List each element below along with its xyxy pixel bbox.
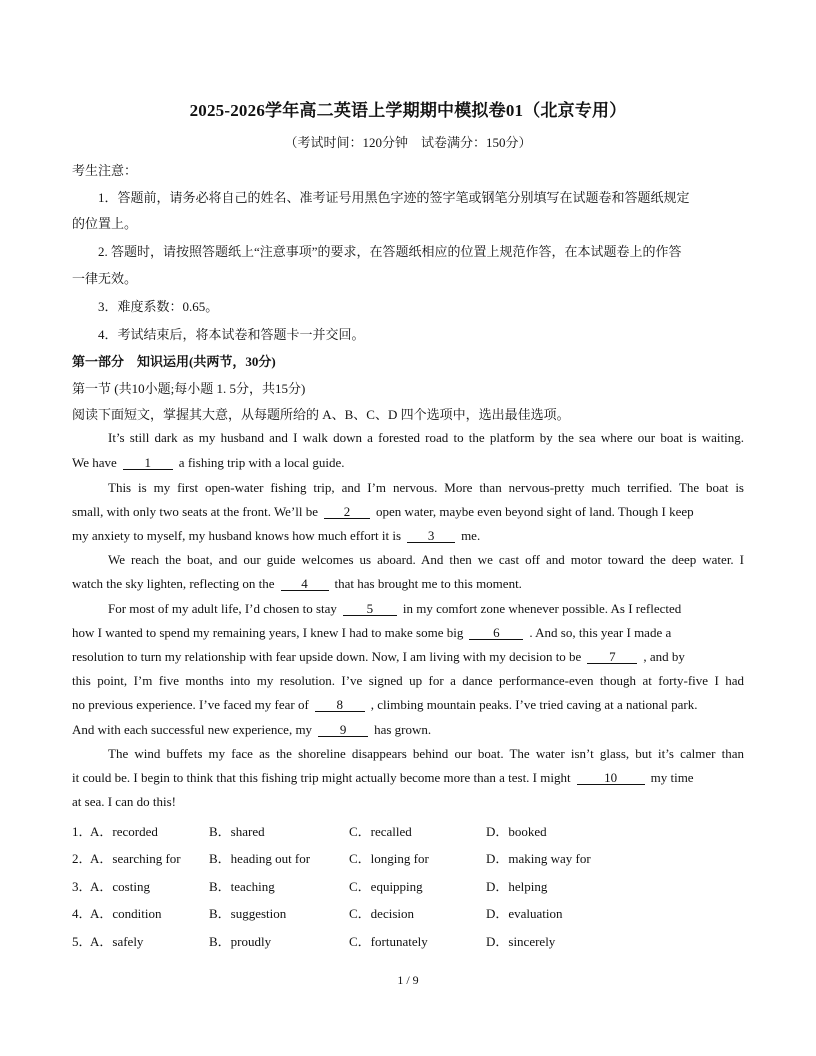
question-number: 3． <box>72 879 92 894</box>
option-c[interactable]: C．longing for <box>349 851 429 866</box>
passage-line <box>72 455 345 471</box>
passage-text: a fishing trip with a local guide. <box>178 455 345 470</box>
passage-text: We reach the boat, and our guide welcomes us aboard. And then we cast off and motor toward the deep water. I <box>108 552 744 567</box>
blank-3: 3 <box>407 529 455 543</box>
passage-text: that has brought me to this moment. <box>334 576 522 591</box>
passage-text: It’s still dark as my husband and I walk down a forested road to the platform by the sea where our boat is waiting. <box>108 430 744 445</box>
blank-7: 7 <box>587 650 637 664</box>
passage-text: it could be. I begin to think that this fishing trip might actually become more than a test. I might <box>72 770 571 785</box>
option-c[interactable]: C．decision <box>349 906 414 921</box>
question-row <box>72 821 752 839</box>
notice-item-2: 2. 答题时，请按照答题纸上“注意事项”的要求，在答题纸相应的位置上规范作答，在本试题卷上的作答 <box>98 244 682 259</box>
option-a[interactable]: A．costing <box>90 879 150 894</box>
passage-text: this point, I’m five months into my resolution. I’ve signed up for a dance performance-even though at forty-five I had <box>72 673 744 688</box>
question-row <box>72 876 752 894</box>
passage-text: me. <box>461 528 481 543</box>
notice-item-1-cont: 的位置上。 <box>72 216 138 231</box>
option-c[interactable]: C．fortunately <box>349 934 428 949</box>
passage-text: my anxiety to myself, my husband knows how much effort it is <box>72 528 402 543</box>
question-number: 2． <box>72 851 92 866</box>
part-heading: 第一部分 知识运用(共两节，30分) <box>72 354 276 369</box>
question-number: 1． <box>72 824 92 839</box>
passage-line <box>72 673 744 689</box>
passage-text: watch the sky lighten, reflecting on the <box>72 576 275 591</box>
notice-heading: 考生注意： <box>72 163 138 178</box>
passage-text: For most of my adult life, I’d chosen to stay <box>108 601 337 616</box>
passage-line <box>72 722 431 738</box>
question-number: 4． <box>72 906 92 921</box>
passage-text: no previous experience. I’ve faced my fear of <box>72 697 309 712</box>
option-b[interactable]: B．proudly <box>209 934 272 949</box>
question-number: 5． <box>72 934 92 949</box>
notice-item-2-cont: 一律无效。 <box>72 271 138 286</box>
option-d[interactable]: D．sincerely <box>486 934 556 949</box>
exam-subtitle: （考试时间：120分钟 试卷满分：150分） <box>284 135 532 150</box>
option-a[interactable]: A．safely <box>90 934 144 949</box>
passage-text: , climbing mountain peaks. I’ve tried caving at a national park. <box>370 697 698 712</box>
option-a[interactable]: A．condition <box>90 906 162 921</box>
passage-line <box>72 649 685 665</box>
passage-text: We have <box>72 455 117 470</box>
passage-line <box>108 746 744 762</box>
exam-title: 2025-2026学年高二英语上学期期中模拟卷01（北京专用） <box>189 101 627 120</box>
blank-5: 5 <box>343 602 397 616</box>
section-instruction: 阅读下面短文，掌握其大意，从每题所给的 A、B、C、D 四个选项中，选出最佳选项。 <box>72 407 570 422</box>
option-b[interactable]: B．heading out for <box>209 851 311 866</box>
passage-line <box>72 528 480 544</box>
question-row <box>72 848 752 866</box>
passage-text: in my comfort zone whenever possible. As I reflected <box>402 601 682 616</box>
page-number: 1 / 9 <box>397 973 419 987</box>
passage-line <box>72 770 694 786</box>
blank-1: 1 <box>123 456 173 470</box>
section-heading: 第一节 (共10小题;每小题 1. 5分，共15分) <box>72 381 306 396</box>
option-a[interactable]: A．searching for <box>90 851 181 866</box>
passage-text: And with each successful new experience, my <box>72 722 313 737</box>
blank-10: 10 <box>577 771 645 785</box>
passage-line <box>108 552 744 568</box>
passage-text: how I wanted to spend my remaining years, I knew I had to make some big <box>72 625 464 640</box>
passage-line <box>108 480 744 496</box>
question-row <box>72 903 752 921</box>
option-b[interactable]: B．shared <box>209 824 265 839</box>
passage-text: , and by <box>643 649 685 664</box>
blank-9: 9 <box>318 723 368 737</box>
passage-text: open water, maybe even beyond sight of land. Though I keep <box>376 504 694 519</box>
passage-text: This is my first open-water fishing trip, and I’m nervous. More than nervous-pretty much terrified. The boat is <box>108 480 744 495</box>
option-b[interactable]: B．suggestion <box>209 906 287 921</box>
passage-line <box>72 697 697 713</box>
option-d[interactable]: D．making way for <box>486 851 591 866</box>
blank-6: 6 <box>469 626 523 640</box>
option-c[interactable]: C．recalled <box>349 824 412 839</box>
option-d[interactable]: D．evaluation <box>486 906 563 921</box>
notice-item-1: 1．答题前，请务必将自己的姓名、准考证号用黑色字迹的签字笔或钢笔分别填写在试题卷和答题纸规定 <box>98 190 690 205</box>
blank-8: 8 <box>315 698 365 712</box>
passage-text: has grown. <box>374 722 432 737</box>
option-d[interactable]: D．helping <box>486 879 548 894</box>
passage-line <box>72 794 176 810</box>
passage-text: my time <box>650 770 694 785</box>
option-c[interactable]: C．equipping <box>349 879 423 894</box>
passage-text: The wind buffets my face as the shoreline disappears behind our boat. The water isn’t glass, but it’s calmer than <box>108 746 744 761</box>
blank-4: 4 <box>281 577 329 591</box>
option-b[interactable]: B．teaching <box>209 879 275 894</box>
passage-line <box>72 576 522 592</box>
question-row <box>72 931 752 949</box>
passage-text: resolution to turn my relationship with fear upside down. Now, I am living with my decision to be <box>72 649 582 664</box>
passage-text: . And so, this year I made a <box>529 625 672 640</box>
passage-line <box>72 625 671 641</box>
option-a[interactable]: A．recorded <box>90 824 158 839</box>
notice-item-3: 3．难度系数：0.65。 <box>98 299 219 314</box>
option-d[interactable]: D．booked <box>486 824 547 839</box>
passage-text: at sea. I can do this! <box>72 794 176 809</box>
passage-line <box>108 430 744 446</box>
notice-item-4: 4．考试结束后，将本试卷和答题卡一并交回。 <box>98 327 365 342</box>
passage-line <box>72 504 694 520</box>
blank-2: 2 <box>324 505 370 519</box>
passage-line <box>108 601 681 617</box>
passage-text: small, with only two seats at the front. We’ll be <box>72 504 319 519</box>
